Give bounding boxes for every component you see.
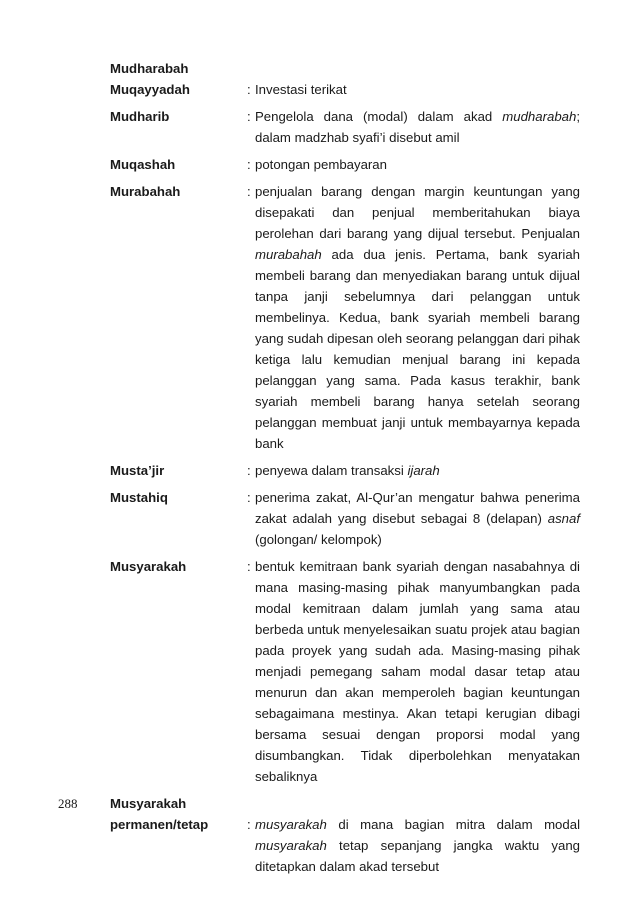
- glossary-definition: [255, 556, 580, 787]
- glossary-term: [110, 154, 247, 175]
- glossary-term: [110, 181, 247, 202]
- definition-text: ada dua jenis. Pertama, bank syariah membeli barang dan menyediakan barang untuk dijual tanpa janji sebelumnya dari pelanggan untuk membelinya. Kedua, bank syariah membeli barang yang sudah dipesan oleh seorang pelanggan dari pihak ketiga lalu kemudian menjual barang ini kepada pelanggan yang sama. Pada kasus terakhir, bank syariah membeli barang hanya setelah seorang pelanggan membuat janji untuk membayarnya kepada bank: [255, 247, 580, 451]
- definition-text: ; dalam madzhab syafi’i disebut amil: [255, 109, 580, 145]
- glossary-definition: [255, 154, 580, 175]
- glossary-entry: [110, 793, 580, 877]
- glossary-definition-wrap: [247, 460, 580, 481]
- page-number: 288: [58, 796, 78, 811]
- glossary-definition: [255, 487, 580, 550]
- glossary-definition-wrap: [247, 814, 580, 877]
- definition-colon: :: [247, 184, 251, 199]
- glossary-term: [110, 487, 247, 508]
- definition-colon: :: [247, 463, 251, 478]
- definition-text: (golongan/ kelompok): [255, 532, 382, 547]
- glossary-term: [110, 460, 247, 481]
- definition-colon: :: [247, 82, 251, 97]
- definition-italic-text: asnaf: [547, 511, 580, 526]
- definition-text: penjualan barang dengan margin keuntungan yang disepakati dan penjual memberitahukan biaya perolehan dari barang yang dijual tersebut. Penjualan: [255, 184, 580, 241]
- definition-italic-text: mudharabah: [502, 109, 577, 124]
- glossary-entry: [110, 181, 580, 454]
- glossary-definition-wrap: [247, 106, 580, 148]
- definition-italic-text: musyarakah: [255, 817, 327, 832]
- definition-colon: :: [247, 157, 251, 172]
- glossary-definition-wrap: [247, 79, 580, 100]
- glossary-definition: [255, 181, 580, 454]
- glossary-entry: [110, 487, 580, 550]
- definition-text: penyewa dalam transaksi: [255, 463, 408, 478]
- definition-colon: :: [247, 817, 251, 832]
- glossary-definition-wrap: [247, 487, 580, 550]
- glossary-list: [110, 58, 580, 883]
- definition-text: tetap sepanjang jangka waktu yang ditetapkan dalam akad tersebut: [255, 838, 580, 874]
- definition-text: penerima zakat, Al-Qur’an mengatur bahwa penerima zakat adalah yang disebut sebagai 8 (delapan): [255, 490, 580, 526]
- term-line: Mudharib: [110, 109, 170, 124]
- definition-italic-text: musyarakah: [255, 838, 327, 853]
- glossary-term: [110, 58, 247, 100]
- term-line: Musyarakah: [110, 559, 187, 574]
- glossary-entry: [110, 58, 580, 100]
- term-line: Murabahah: [110, 184, 181, 199]
- definition-italic-text: murabahah: [255, 247, 322, 262]
- glossary-definition-wrap: [247, 154, 580, 175]
- term-line: Mustahiq: [110, 490, 168, 505]
- glossary-entry: [110, 154, 580, 175]
- term-line: Musta’jir: [110, 463, 165, 478]
- glossary-definition: [255, 460, 580, 481]
- term-line: permanen/tetap: [110, 817, 209, 832]
- glossary-term: [110, 556, 247, 577]
- term-line: Muqashah: [110, 157, 176, 172]
- glossary-entry: [110, 460, 580, 481]
- term-line: Mudharabah: [110, 61, 189, 76]
- definition-text: potongan pembayaran: [255, 157, 387, 172]
- definition-text: bentuk kemitraan bank syariah dengan nasabahnya di mana masing-masing pihak manyumbangkan pada modal kemitraan dalam jumlah yang sama atau berbeda untuk menyelesaikan suatu projek atau bagian pada proyek yang sudah ada. Masing-masing pihak menjadi pemegang saham modal dasar tetap atau menurun dan akan memperoleh bagian keuntungan sebagaimana mestinya. Akan tetapi kerugian dibagi bersama sesuai dengan proporsi modal yang disumbangkan. Tidak diperbolehkan menyatakan sebaliknya: [255, 559, 580, 784]
- definition-colon: :: [247, 109, 251, 124]
- definition-text: di mana bagian mitra dalam modal: [326, 817, 580, 832]
- glossary-definition: [255, 106, 580, 148]
- glossary-definition: [255, 814, 580, 877]
- glossary-term: [110, 793, 247, 835]
- glossary-definition-wrap: [247, 181, 580, 454]
- definition-colon: :: [247, 559, 251, 574]
- term-line: Musyarakah: [110, 796, 187, 811]
- term-line: Muqayyadah: [110, 82, 190, 97]
- glossary-term: [110, 106, 247, 127]
- definition-colon: :: [247, 490, 251, 505]
- glossary-definition: [255, 79, 580, 100]
- definition-text: Investasi terikat: [255, 82, 347, 97]
- glossary-definition-wrap: [247, 556, 580, 787]
- definition-italic-text: ijarah: [407, 463, 440, 478]
- glossary-entry: [110, 106, 580, 148]
- definition-text: Pengelola dana (modal) dalam akad: [255, 109, 503, 124]
- glossary-entry: [110, 556, 580, 787]
